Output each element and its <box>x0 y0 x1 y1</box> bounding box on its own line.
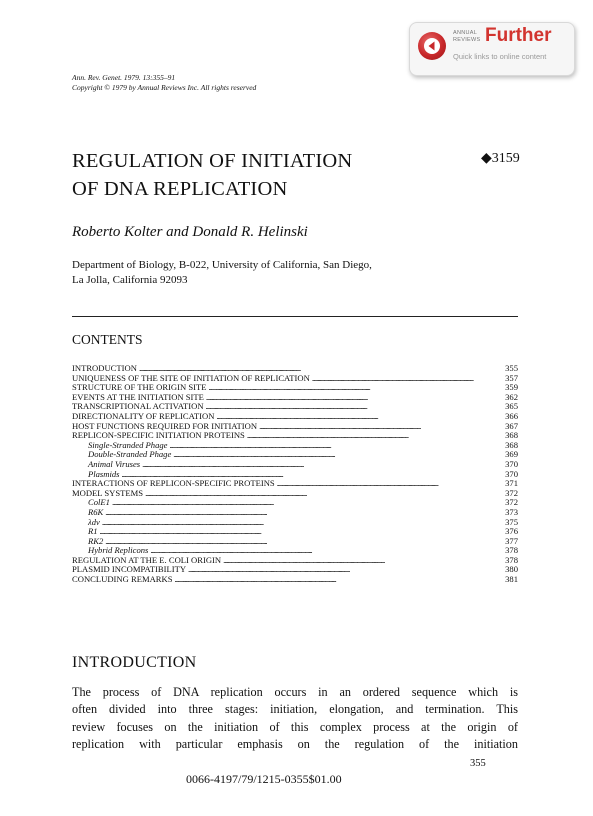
contents-heading: CONTENTS <box>72 332 143 347</box>
toc-entry-label: PLASMID INCOMPATIBILITY <box>72 564 187 575</box>
toc-entry-page: 367 <box>505 420 518 431</box>
body-line-4: replication with particular emphasis on the regulation of the initiation <box>72 737 518 752</box>
toc-entry[interactable] <box>72 527 518 537</box>
table-of-contents <box>72 364 518 585</box>
toc-leader-dots <box>102 518 488 528</box>
toc-entry-page: 366 <box>505 410 518 421</box>
page-number: 355 <box>470 758 486 769</box>
title-line-2: OF DNA REPLICATION <box>72 178 288 200</box>
toc-entry-page: 369 <box>505 449 518 460</box>
toc-leader-dots <box>206 402 488 412</box>
toc-entry-page: 380 <box>505 564 518 575</box>
toc-entry-label: Animal Viruses <box>88 458 141 469</box>
article-code: ◆3159 <box>481 151 520 166</box>
horizontal-rule <box>72 316 518 317</box>
toc-leader-dots <box>247 431 488 441</box>
toc-leader-dots <box>223 556 488 566</box>
toc-entry[interactable] <box>72 498 518 508</box>
toc-entry[interactable] <box>72 575 518 585</box>
body-line-2: often divided into three stages: initiation, elongation, and termination. This <box>72 702 518 717</box>
citation-line: Ann. Rev. Genet. 1979. 13:355–91 <box>72 73 176 82</box>
toc-entry-label: REGULATION AT THE E. COLI ORIGIN <box>72 554 222 565</box>
toc-entry-page: 362 <box>505 391 518 402</box>
toc-entry-page: 372 <box>505 497 518 508</box>
toc-entry[interactable] <box>72 508 518 518</box>
badge-tagline: Quick links to online content <box>453 52 547 61</box>
toc-entry-label: MODEL SYSTEMS <box>72 487 144 498</box>
toc-entry-label: λdv <box>88 516 100 527</box>
toc-entry-label: Plasmids <box>88 468 120 479</box>
toc-leader-dots <box>208 383 488 393</box>
toc-leader-dots <box>175 575 488 585</box>
toc-leader-dots <box>312 374 488 384</box>
toc-entry-page: 381 <box>505 574 518 585</box>
toc-entry-page: 373 <box>505 506 518 517</box>
toc-entry-label: UNIQUENESS OF THE SITE OF INITIATION OF REPLICATION <box>72 372 310 383</box>
affiliation-line-2: La Jolla, California 92093 <box>72 274 188 286</box>
toc-leader-dots <box>105 537 488 547</box>
toc-entry[interactable] <box>72 489 518 499</box>
toc-leader-dots <box>169 441 488 451</box>
toc-leader-dots <box>277 479 488 489</box>
toc-entry-page: 375 <box>505 516 518 527</box>
toc-entry-label: Single-Stranded Phage <box>88 439 168 450</box>
copyright-line: Copyright © 1979 by Annual Reviews Inc. All rights reserved <box>72 83 257 92</box>
toc-entry[interactable] <box>72 518 518 528</box>
toc-entry-page: 355 <box>505 363 518 373</box>
toc-entry-label: HOST FUNCTIONS REQUIRED FOR INITIATION <box>72 420 258 431</box>
toc-entry-page: 370 <box>505 458 518 469</box>
article-title <box>72 147 352 203</box>
toc-entry-page: 378 <box>505 545 518 556</box>
toc-entry[interactable] <box>72 460 518 470</box>
badge-further-label: Further <box>485 25 552 46</box>
introduction-heading: INTRODUCTION <box>72 654 197 671</box>
annual-reviews-further-badge[interactable] <box>409 22 575 76</box>
toc-entry-label: Double-Stranded Phage <box>88 449 172 460</box>
toc-entry-page: 359 <box>505 382 518 393</box>
toc-entry-label: CONCLUDING REMARKS <box>72 574 173 585</box>
toc-leader-dots <box>259 422 488 432</box>
toc-entry-label: EVENTS AT THE INITIATION SITE <box>72 391 204 402</box>
introduction-body <box>72 684 518 754</box>
toc-leader-dots <box>142 460 488 470</box>
toc-entry-page: 365 <box>505 401 518 412</box>
journal-citation <box>72 73 256 93</box>
affiliation <box>72 258 372 288</box>
toc-entry-page: 368 <box>505 430 518 441</box>
toc-leader-dots <box>145 489 488 499</box>
toc-entry-page: 357 <box>505 372 518 383</box>
toc-entry-page: 368 <box>505 439 518 450</box>
toc-entry-label: STRUCTURE OF THE ORIGIN SITE <box>72 382 207 393</box>
toc-entry-page: 378 <box>505 554 518 565</box>
title-line-1: REGULATION OF INITIATION <box>72 150 353 172</box>
authors: Roberto Kolter and Donald R. Helinski <box>72 224 308 240</box>
toc-leader-dots <box>112 498 488 508</box>
toc-entry-label: TRANSCRIPTIONAL ACTIVATION <box>72 401 204 412</box>
badge-brand-text: ANNUAL REVIEWS <box>453 30 481 43</box>
toc-entry-page: 376 <box>505 526 518 537</box>
affiliation-line-1: Department of Biology, B-022, University of California, San Diego, <box>72 259 372 271</box>
toc-leader-dots <box>188 565 488 575</box>
toc-entry-label: INTRODUCTION <box>72 363 137 373</box>
toc-entry-label: DIRECTIONALITY OF REPLICATION <box>72 410 215 421</box>
body-line-3: review focuses on the initiation of this complex process at the origin of <box>72 719 518 734</box>
toc-entry-label: REPLICON-SPECIFIC INITIATION PROTEINS <box>72 430 245 441</box>
toc-leader-dots <box>216 412 488 422</box>
toc-entry-page: 372 <box>505 487 518 498</box>
play-arrow-icon <box>418 32 446 60</box>
toc-entry-label: INTERACTIONS OF REPLICON-SPECIFIC PROTEINS <box>72 478 275 489</box>
toc-entry-label: Hybrid Replicons <box>88 545 149 556</box>
toc-entry-label: RK2 <box>88 535 104 546</box>
body-line-1: The process of DNA replication occurs in an ordered sequence which is <box>72 685 518 699</box>
toc-leader-dots <box>105 508 488 518</box>
footer-code: 0066-4197/79/1215-0355$01.00 <box>186 772 342 786</box>
toc-entry-page: 377 <box>505 535 518 546</box>
toc-entry-label: R1 <box>88 526 98 537</box>
toc-entry-page: 371 <box>505 478 518 489</box>
toc-leader-dots <box>100 527 488 537</box>
toc-leader-dots <box>173 450 488 460</box>
toc-entry-label: R6K <box>88 506 104 517</box>
toc-entry-label: ColE1 <box>88 497 110 508</box>
toc-leader-dots <box>206 393 488 403</box>
toc-entry-page: 370 <box>505 468 518 479</box>
